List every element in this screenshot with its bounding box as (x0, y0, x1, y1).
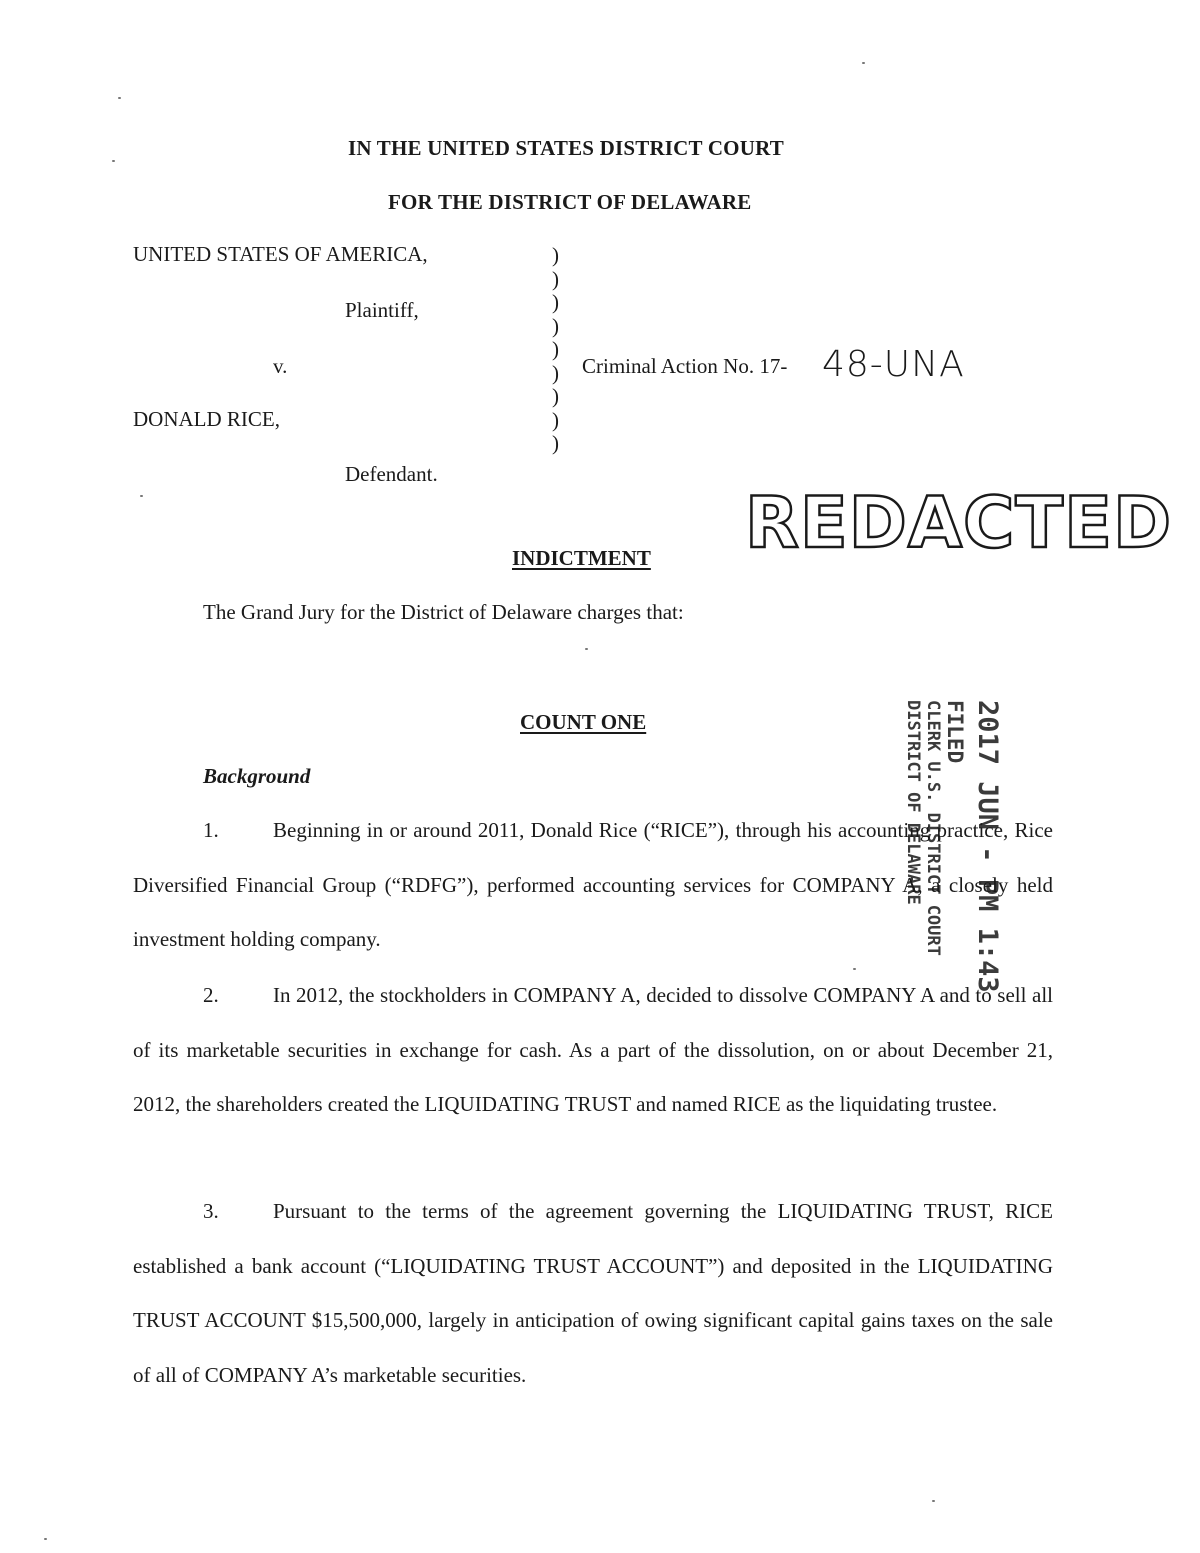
filed-stamp-district: DISTRICT OF DELAWARE (903, 700, 923, 905)
paragraph-2 (133, 968, 1053, 1132)
filed-stamp-filed: FILED (943, 700, 967, 764)
paragraph-text: In 2012, the stockholders in COMPANY A, decided to dissolve COMPANY A and to sell all of its marketable securities in exchange for cash. As a part of the dissolution, on or about December 21, 2012, the shareholders created the LIQUIDATING TRUST and named RICE as the liquidating trustee. (133, 983, 1053, 1116)
filed-stamp-clerk: CLERK U.S. DISTRICT COURT (923, 700, 943, 956)
intro-statement: The Grand Jury for the District of Delaware charges that: (203, 600, 684, 624)
caption-parentheses: ) ) ) ) ) ) ) ) ) (552, 243, 559, 455)
case-number-handwritten: 48-UNA (822, 344, 965, 385)
redacted-stamp: REDACTED (745, 482, 1173, 564)
document-title: INDICTMENT (512, 546, 651, 570)
paragraph-number: 1. (203, 818, 219, 842)
section-heading: Background (203, 764, 311, 788)
paragraph-text: Pursuant to the terms of the agreement governing the LIQUIDATING TRUST, RICE established a bank account (“LIQUIDATING TRUST ACCOUNT”) and deposited in the LIQUIDATING TRUST ACCOUNT $15,500,000, largely in anticipation of owing significant capital gains taxes on the sale of all of COMPANY A’s marketable securities. (133, 1199, 1053, 1387)
defendant-name: DONALD RICE, (133, 407, 280, 431)
versus: v. (273, 354, 288, 378)
defendant-role: Defendant. (345, 462, 438, 486)
filed-stamp-date: 2017 JUN - PM 1:43 (972, 700, 1003, 993)
paragraph-number: 3. (203, 1199, 219, 1223)
filed-stamp (895, 700, 1005, 993)
paragraph-3 (133, 1184, 1053, 1402)
paragraph-text: Beginning in or around 2011, Donald Rice (“RICE”), through his accounting practice, Rice Diversified Financial Group (“RDFG”), performed accounting services for COMPANY A, a closely held investment holding company. (133, 818, 1053, 951)
court-name-line: IN THE UNITED STATES DISTRICT COURT (348, 136, 784, 160)
court-district-line: FOR THE DISTRICT OF DELAWARE (388, 190, 752, 214)
count-heading: COUNT ONE (520, 710, 647, 734)
paragraph-number: 2. (203, 983, 219, 1007)
case-number-label: Criminal Action No. 17- (582, 354, 788, 378)
plaintiff-name: UNITED STATES OF AMERICA, (133, 242, 428, 266)
plaintiff-role: Plaintiff, (345, 298, 419, 322)
